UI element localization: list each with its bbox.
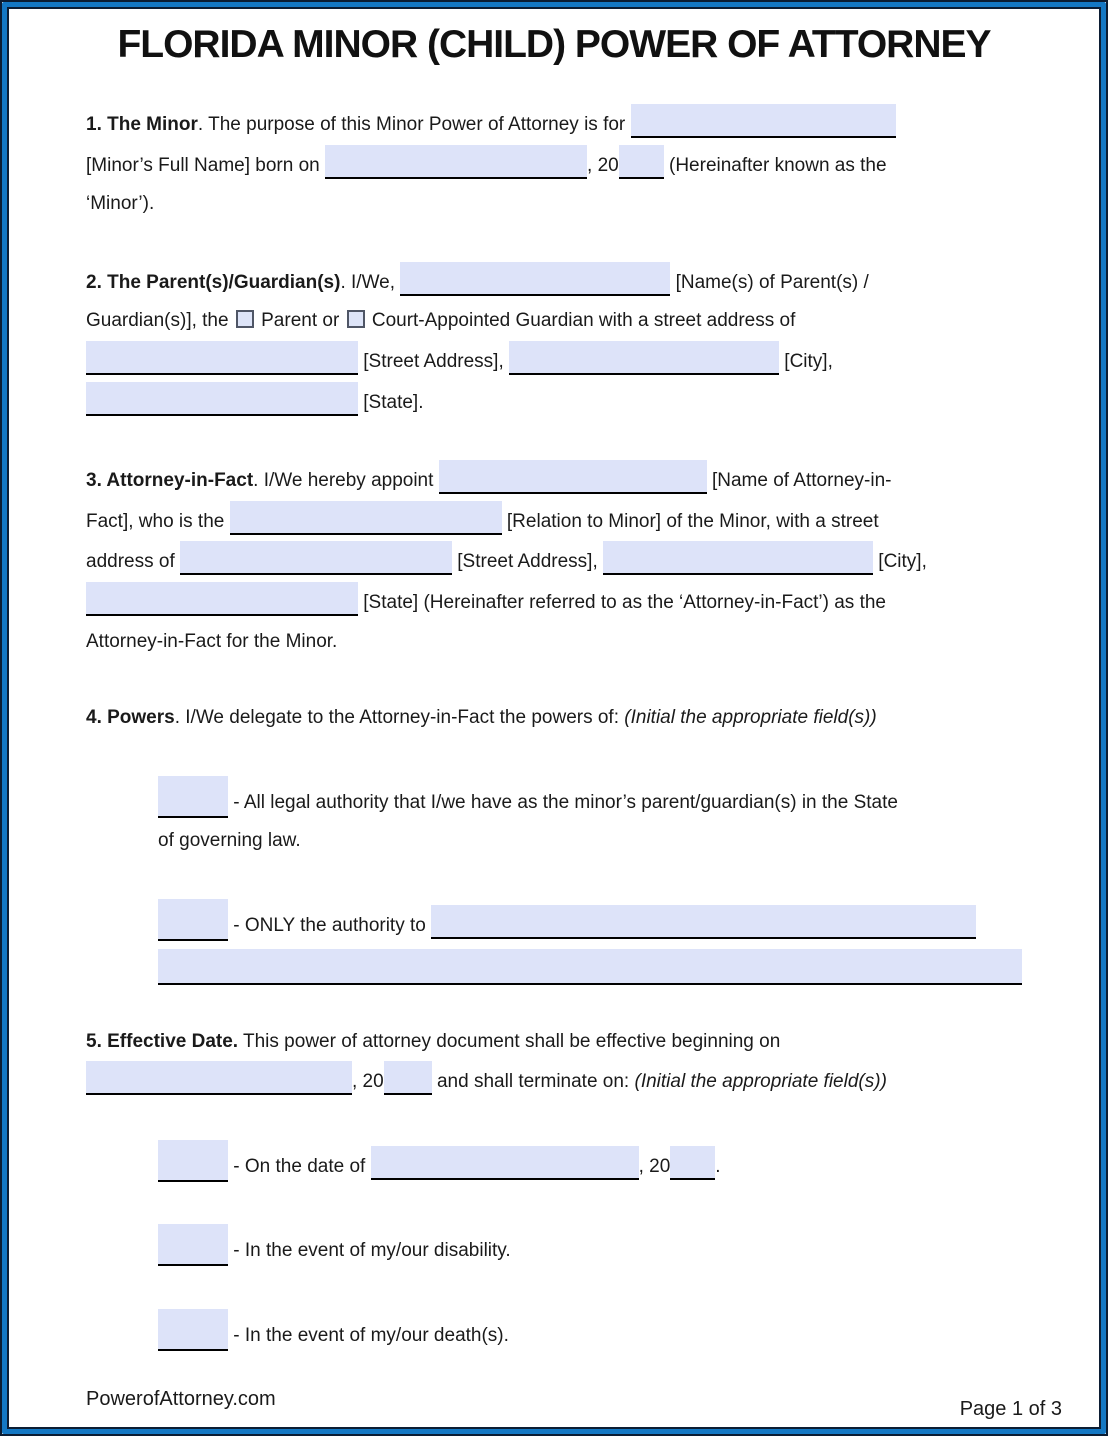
attorney-street-address-field[interactable]	[180, 541, 452, 575]
text: - All legal authority that I/we have as the minor’s parent/guardian(s) in the State	[228, 791, 898, 813]
line	[86, 501, 1022, 542]
text: - In the event of my/our disability.	[228, 1240, 511, 1262]
text: This power of attorney document shall be effective beginning on	[238, 1030, 781, 1052]
text: [Street Address],	[358, 350, 510, 372]
parents-name-field[interactable]	[400, 262, 670, 296]
text: .	[715, 1155, 721, 1177]
line	[86, 262, 1022, 303]
line	[86, 382, 1022, 423]
text: - ONLY the authority to	[228, 914, 432, 936]
attorney-name-field[interactable]	[439, 460, 707, 494]
line	[158, 1224, 1022, 1271]
death-initial-field[interactable]	[158, 1309, 228, 1351]
footer-page-number: Page 1 of 3	[959, 1398, 1062, 1420]
disability-initial-field[interactable]	[158, 1224, 228, 1266]
line	[86, 541, 1022, 582]
text: [Street Address],	[452, 551, 604, 573]
text: [Minor’s Full Name] born on	[86, 154, 326, 176]
line	[86, 104, 1022, 145]
text: Fact], who is the	[86, 510, 230, 532]
line	[86, 302, 1022, 341]
only-authority-description-field-line2[interactable]	[158, 949, 1022, 985]
text: ‘Minor’).	[86, 193, 155, 215]
section-minor	[86, 104, 1022, 224]
line	[86, 623, 1022, 662]
text: and shall terminate on:	[431, 1071, 635, 1093]
text: . I/We hereby appoint	[253, 470, 439, 492]
only-authority-description-field[interactable]	[431, 905, 976, 939]
terminate-date-field[interactable]	[371, 1146, 639, 1180]
section-1-label: 1. The Minor	[86, 114, 198, 135]
text: [State] (Hereinafter referred to as the ‘Attorney-in-Fact’) as the	[358, 591, 887, 613]
document-page	[7, 7, 1101, 1429]
text: address of	[86, 551, 180, 573]
relation-to-minor-field[interactable]	[230, 501, 502, 535]
terminate-option-death	[158, 1309, 1022, 1356]
line	[158, 822, 1022, 861]
line	[86, 460, 1022, 501]
text: [Relation to Minor] of the Minor, with a street	[501, 510, 879, 532]
text: Court-Appointed Guardian with a street address of	[366, 310, 796, 332]
page-border-blue	[2, 2, 1106, 1434]
text: - In the event of my/our death(s).	[228, 1324, 509, 1346]
line	[86, 185, 1022, 224]
parent-city-field[interactable]	[509, 341, 779, 375]
terminate-date-initial-field[interactable]	[158, 1140, 228, 1182]
text: Guardian(s)], the	[86, 310, 234, 332]
footer-website: PowerofAttorney.com	[86, 1388, 276, 1410]
terminate-year-field[interactable]	[670, 1146, 715, 1180]
initial-instruction-note: (Initial the appropriate field(s))	[634, 1071, 887, 1093]
section-parents-guardians	[86, 262, 1022, 422]
birth-year-field[interactable]	[619, 145, 664, 179]
line	[86, 699, 1022, 738]
line	[86, 145, 1022, 186]
text: [Name of Attorney-in-	[706, 470, 892, 492]
section-powers	[86, 699, 1022, 738]
text: , 20	[638, 1155, 671, 1177]
text: , 20	[587, 154, 619, 176]
attorney-city-field[interactable]	[603, 541, 873, 575]
powers-option-only-authority	[158, 899, 1022, 985]
section-3-label: 3. Attorney-in-Fact	[86, 470, 254, 492]
effective-date-field[interactable]	[86, 1061, 352, 1095]
section-effective-date	[86, 1023, 1022, 1102]
text: [City],	[779, 350, 833, 372]
section-5-label: 5. Effective Date.	[86, 1030, 239, 1052]
attorney-state-field[interactable]	[86, 582, 358, 616]
parent-street-address-field[interactable]	[86, 341, 358, 375]
effective-year-field[interactable]	[384, 1061, 432, 1095]
terminate-option-date	[158, 1140, 1022, 1187]
section-4-label: 4. Powers	[86, 707, 175, 729]
section-2-label: 2. The Parent(s)/Guardian(s)	[86, 271, 341, 293]
line	[86, 341, 1022, 382]
document-title: FLORIDA MINOR (CHILD) POWER OF ATTORNEY	[117, 23, 991, 66]
section-attorney-in-fact	[86, 460, 1022, 661]
text: . I/We delegate to the Attorney-in-Fact the powers of:	[174, 707, 625, 729]
line	[86, 582, 1022, 623]
text: (Hereinafter known as the	[663, 154, 887, 176]
line	[158, 1140, 1022, 1187]
initial-instruction-note: (Initial the appropriate field(s))	[624, 707, 877, 729]
parent-checkbox[interactable]	[236, 310, 254, 328]
text: [City],	[873, 551, 927, 573]
text: , 20	[352, 1071, 384, 1093]
court-appointed-guardian-checkbox[interactable]	[347, 310, 365, 328]
text: [Name(s) of Parent(s) /	[670, 271, 869, 293]
line	[86, 1061, 1022, 1102]
text: . I/We,	[340, 271, 401, 293]
powers-option-all-authority	[158, 776, 1022, 861]
powers-only-initial-field[interactable]	[158, 899, 228, 941]
line	[86, 1023, 1022, 1062]
birth-date-field[interactable]	[325, 145, 587, 179]
line	[158, 776, 1022, 823]
minor-name-field[interactable]	[631, 104, 896, 138]
text: Parent or	[255, 310, 345, 332]
powers-all-initial-field[interactable]	[158, 776, 228, 818]
text: Attorney-in-Fact for the Minor.	[86, 630, 338, 652]
text: of governing law.	[158, 830, 301, 852]
line	[158, 1309, 1022, 1356]
terminate-option-disability	[158, 1224, 1022, 1271]
parent-state-field[interactable]	[86, 382, 358, 416]
line	[158, 899, 1022, 946]
text: [State].	[358, 391, 424, 413]
text: - On the date of	[228, 1155, 371, 1177]
text: . The purpose of this Minor Power of Attorney is for	[197, 114, 631, 135]
